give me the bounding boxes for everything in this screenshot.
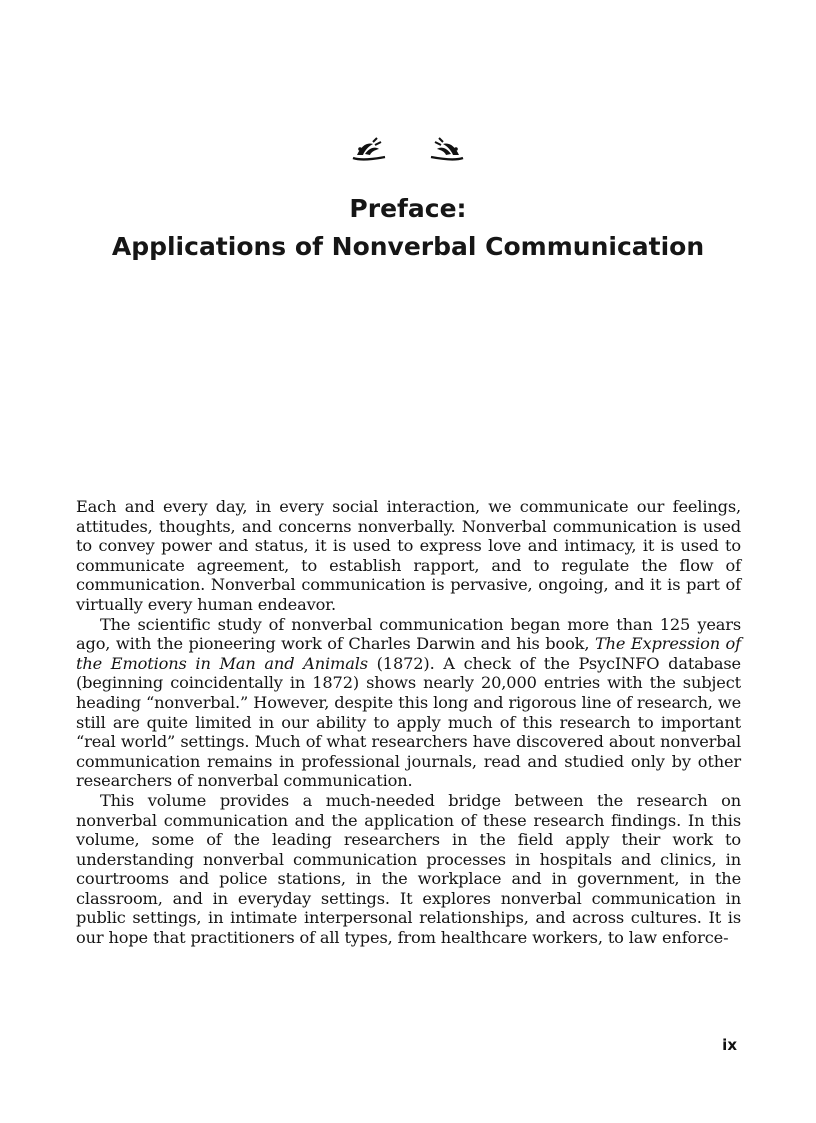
right-fleuron-icon — [429, 136, 465, 162]
paragraph-1: Each and every day, in every social interaction, we communicate our feelings, attitudes, thoughts, and concerns nonverbally. Nonverbal communication is used to convey power and status, it is used to express love and intimacy, it is used to communicate agreement, to establish rapport, and to regulate the flow of communication. Nonverbal communication is pervasive, ongoing, and it is part of virtually every human endeavor. — [76, 497, 741, 614]
paragraph-2-end: (1872). A check of the PsycINFO database (beginning coincidentally in 1872) shows nearly 20,000 entries with the subject heading “nonverbal.” However, despite this long and rigorous line of research, we still are quite limited in our ability to apply much of this research to important “real world” settings. Much of what researchers have discovered about nonverbal communication remains in professional journals, read and studied only by other researchers of nonverbal communication. — [76, 653, 741, 791]
paragraph-2-start: The scientific study of nonverbal communication began more than 125 years ago, with the pioneering work of Charles Darwin and his book, — [76, 614, 741, 654]
paragraph-3: This volume provides a much-needed bridge between the research on nonverbal communication and the application of these research findings. In this volume, some of the leading researchers in the field apply their work to understanding nonverbal communication processes in hospitals and clinics, in courtrooms and police stations, in the workplace and in government, in the classroom, and in everyday settings. It explores nonverbal communication in public settings, in intimate interpersonal relationships, and across cultures. It is our hope that practitioners of all types, from healthcare workers, to law enforce- — [76, 790, 741, 948]
title-line-1: Preface: — [349, 194, 467, 223]
page-title — [0, 190, 816, 266]
book-title: The Expression of the Emotions in Man and Animals — [76, 634, 741, 673]
title-line-2: Applications of Nonverbal Communication — [111, 232, 705, 261]
page-number: ix — [722, 1036, 737, 1054]
ornament — [0, 136, 816, 162]
left-fleuron-icon — [351, 136, 387, 162]
preface-body — [76, 497, 741, 948]
paragraph-2 — [76, 615, 741, 791]
